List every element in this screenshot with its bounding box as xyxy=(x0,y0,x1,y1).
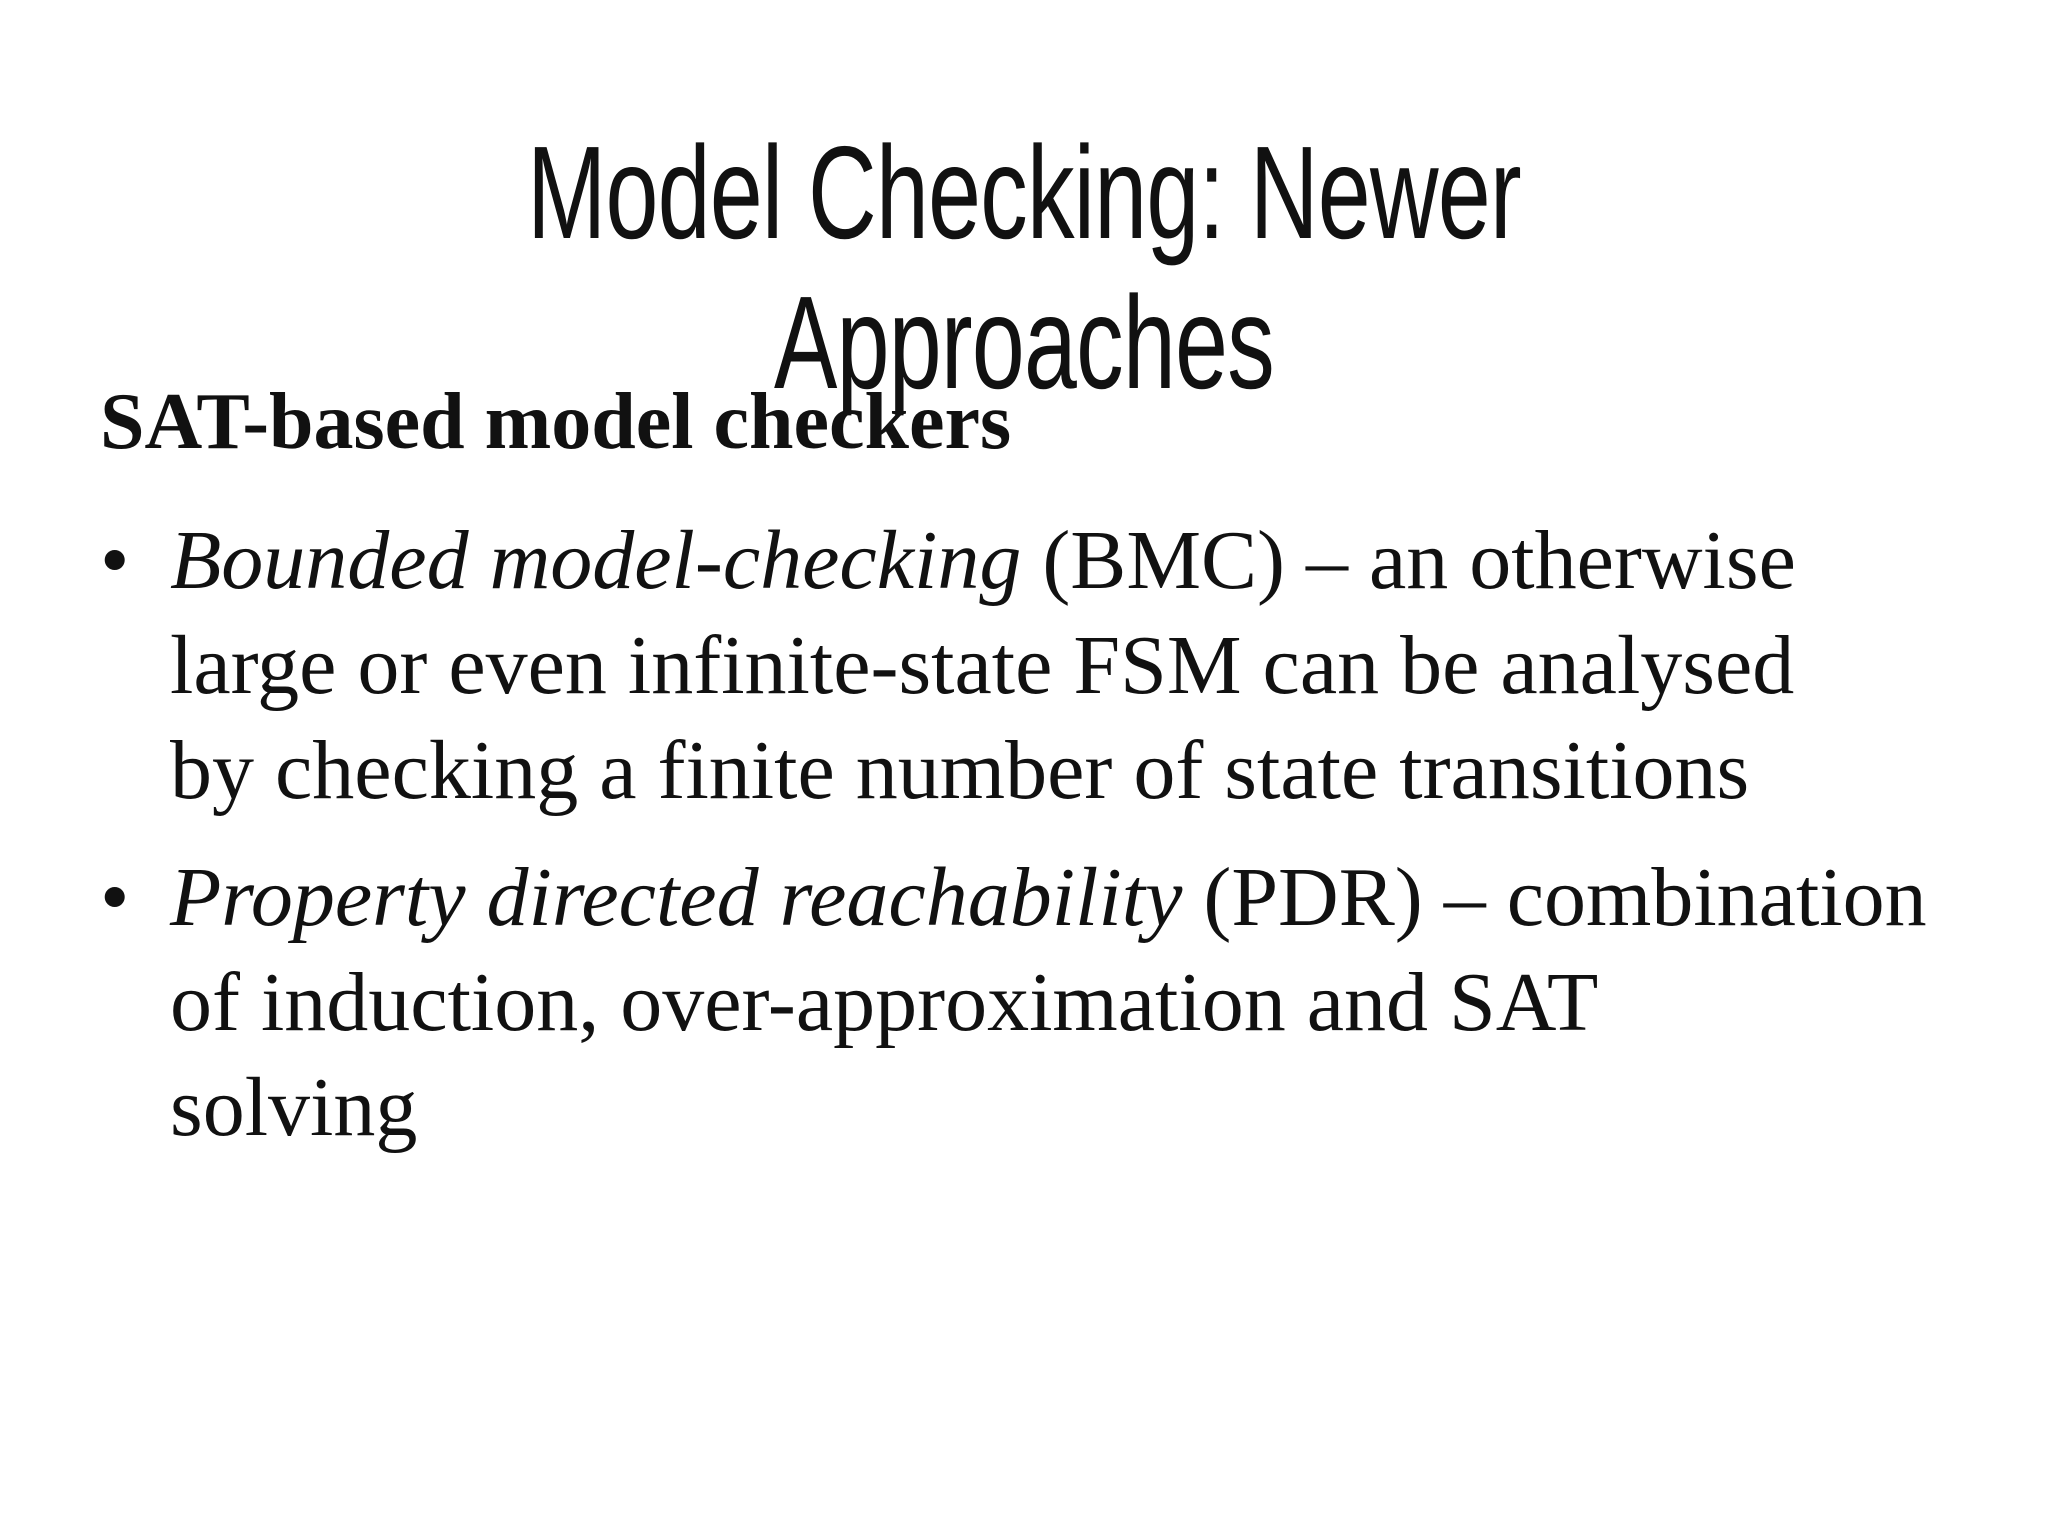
bullet-abbr: (PDR) – combination xyxy=(1182,851,1927,944)
bullet-line: large or even infinite-state FSM can be analysed xyxy=(170,619,1795,712)
bullet-term: Property directed reachability xyxy=(170,851,1183,944)
bullet-line: solving xyxy=(170,1061,418,1154)
bullet-icon: • xyxy=(100,851,130,944)
bullet-line: of induction, over-approximation and SAT xyxy=(170,956,1599,1049)
section-heading: SAT-based model checkers xyxy=(100,378,1012,466)
bullet-text xyxy=(170,508,1796,823)
bullet-line xyxy=(170,845,1927,950)
bullet-icon: • xyxy=(100,514,130,607)
bullet-term: Bounded model-checking xyxy=(170,514,1022,607)
bullet-line xyxy=(170,508,1796,613)
bullet-line: by checking a finite number of state transitions xyxy=(170,724,1750,817)
slide-title-text: Model Checking: Newer Approaches xyxy=(527,119,1521,416)
bullet-text xyxy=(170,845,1927,1160)
bullet-abbr: (BMC) – an otherwise xyxy=(1021,514,1796,607)
